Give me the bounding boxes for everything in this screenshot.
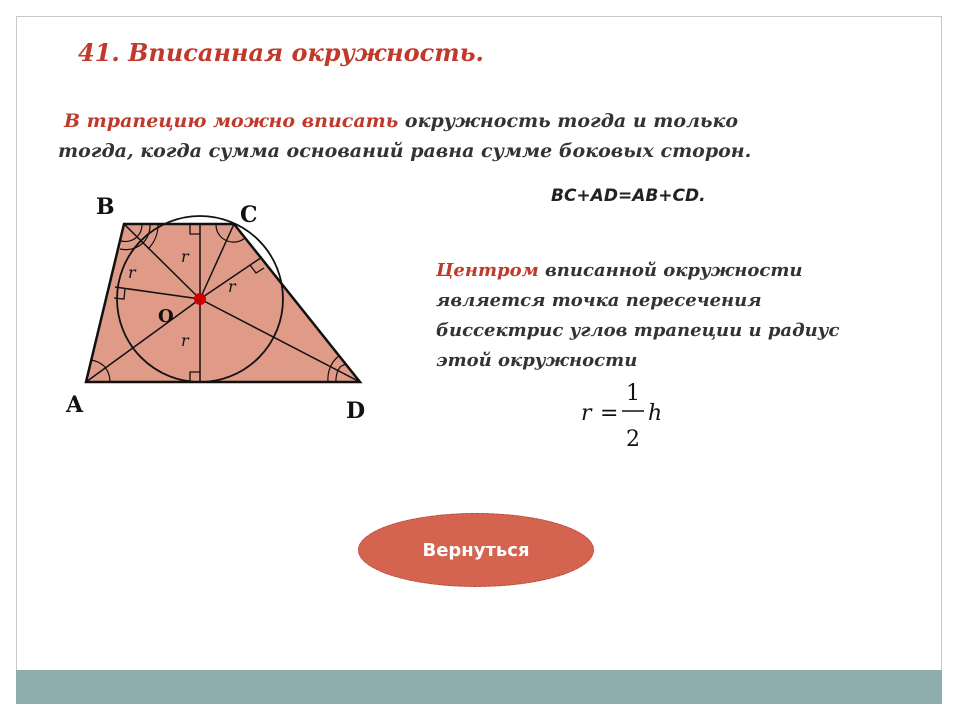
radius-formula	[581, 381, 662, 452]
radius-label-top: r	[181, 247, 189, 266]
vertex-label-a: A	[66, 392, 84, 418]
formula-numerator: 1	[626, 381, 640, 406]
center-line-2: является точка пересечения	[436, 290, 762, 311]
center-line-4: этой окружности	[436, 350, 638, 371]
back-button-label: Вернуться	[422, 539, 530, 561]
back-button[interactable]	[358, 513, 594, 587]
vertex-label-b: B	[96, 194, 115, 220]
theorem-line-1-rest: окружность тогда и только	[398, 110, 739, 132]
radius-label-left: r	[128, 263, 136, 282]
center-label-o: O	[158, 306, 174, 327]
theorem-red-part: В трапецию можно вписать	[64, 110, 399, 132]
center-line-1-rest: вписанной окружности	[538, 260, 803, 281]
radius-label-bottom: r	[181, 331, 189, 350]
center-red-word: Центром	[436, 260, 539, 281]
radius-label-right: r	[228, 277, 236, 296]
theorem-line-2: тогда, когда сумма оснований равна сумме боковых сторон.	[58, 140, 752, 162]
formula-equals: =	[600, 401, 619, 426]
formula-denominator: 2	[626, 427, 640, 452]
slide-title: 41. Вписанная окружность.	[78, 38, 484, 67]
vertex-label-c: C	[240, 202, 258, 228]
formula-lhs: r	[581, 401, 592, 426]
vertex-label-d: D	[346, 398, 366, 424]
formula-variable: h	[648, 401, 663, 426]
center-point	[194, 293, 206, 305]
center-line-3: биссектрис углов трапеции и радиус	[436, 320, 840, 341]
sum-formula: BC+AD=AB+CD.	[551, 186, 706, 206]
